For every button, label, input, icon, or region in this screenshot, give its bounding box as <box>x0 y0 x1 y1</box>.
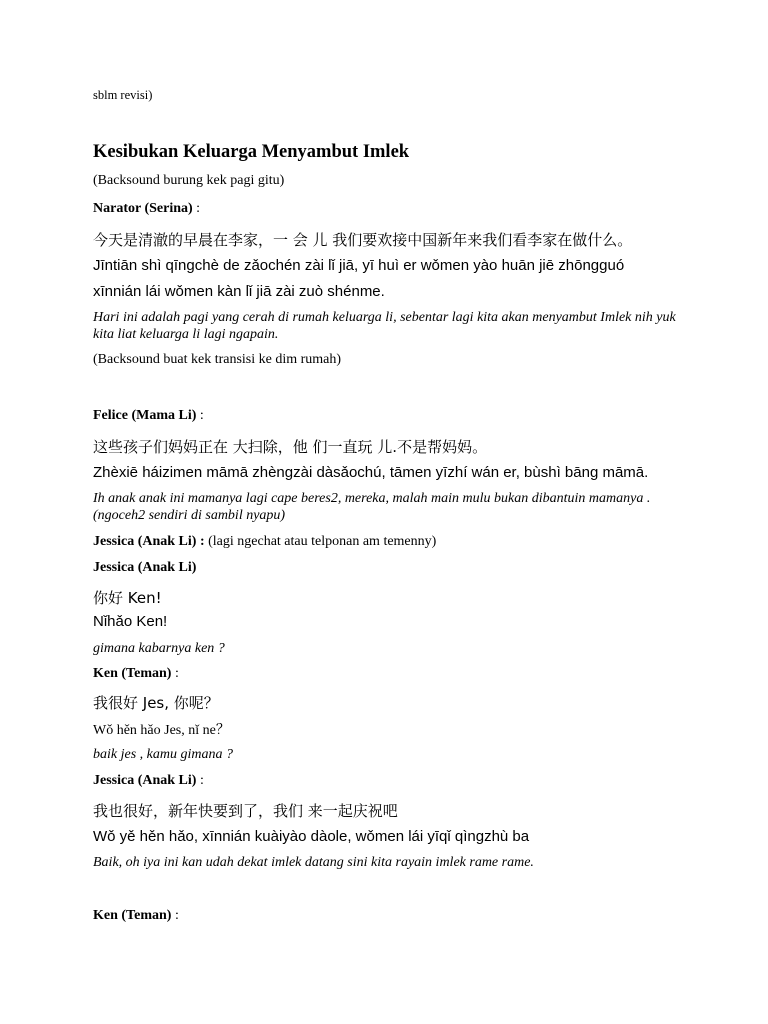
chinese-line: 我也很好，新年快要到了，我们 来一起庆祝吧 <box>93 802 398 820</box>
pinyin-line: Zhèxiē háizimen māmā zhèngzài dàsǎochú, tāmen yīzhí wán er, bùshì bāng māmā. <box>93 464 649 481</box>
header-note: sblm revisi) <box>93 88 153 102</box>
speaker-line <box>93 560 196 576</box>
chinese-line: 我很好 Jes, 你呢？ <box>93 694 219 712</box>
pinyin-line: xīnnián lái wǒmen kàn lǐ jiā zài zuò shénme. <box>93 283 385 300</box>
speaker-line <box>93 408 204 424</box>
pinyin-line: Nǐhǎo Ken! <box>93 613 168 630</box>
page-title: Kesibukan Keluarga Menyambut Imlek <box>93 142 410 162</box>
speaker-colon: : <box>171 666 179 681</box>
pinyin-line: Wǒ yě hěn hǎo, xīnnián kuàiyào dàole, wǒmen lái yīqǐ qìngzhù ba <box>93 828 530 845</box>
speaker-line <box>93 773 204 789</box>
chinese-line: 你好 Ken! <box>93 589 162 607</box>
pinyin-line: Wǒ hěn hǎo Jes, nǐ ne？ <box>93 723 230 738</box>
speaker-name: Jessica (Anak Li) <box>93 560 197 575</box>
pinyin-line: Jīntiān shì qīngchè de zǎochén zài lǐ jiā, yī huì er wǒmen yào huān jiē zhōngguó <box>93 257 625 274</box>
speaker-colon: : <box>171 908 179 923</box>
speaker-name: Narator (Serina) <box>93 201 193 216</box>
translation-line: Baik, oh iya ini kan udah dekat imlek datang sini kita rayain imlek rame rame. <box>93 855 534 870</box>
speaker-name: Jessica (Anak Li) <box>93 773 197 788</box>
translation-line: Ih anak anak ini mamanya lagi cape beres2, mereka, malah main mulu bukan dibantuin mamanya . (ngoceh2 sendiri di sambil nyapu) <box>93 491 651 523</box>
speaker-name: Felice (Mama Li) <box>93 408 197 423</box>
translation-line: baik jes , kamu gimana ? <box>93 747 233 762</box>
speaker-name: Jessica (Anak Li) : <box>93 534 205 549</box>
speaker-name: Ken (Teman) <box>93 908 172 923</box>
stage-note: (lagi ngechat atau telponan am temenny) <box>204 534 437 549</box>
speaker-colon: : <box>196 408 204 423</box>
translation-line: gimana kabarnya ken ? <box>93 641 225 656</box>
translation-line: Hari ini adalah pagi yang cerah di rumah keluarga li, sebentar lagi kita akan menyambut Imlek nih yuk kita liat keluarga li lagi ngapain. <box>93 310 676 342</box>
stage-direction: (Backsound burung kek pagi gitu) <box>93 173 285 188</box>
chinese-line: 这些孩子们妈妈正在 大扫除，他 们一直玩 儿.不是帮妈妈。 <box>93 438 488 456</box>
speaker-line <box>93 908 179 924</box>
speaker-colon: : <box>192 201 201 216</box>
speaker-name: Ken (Teman) <box>93 666 172 681</box>
speaker-line <box>93 534 436 550</box>
stage-direction: (Backsound buat kek transisi ke dim rumah) <box>93 352 342 367</box>
chinese-line: 今天是清澈的早晨在李家，一 会 儿 我们要欢接中国新年来我们看李家在做什么。 <box>93 231 633 249</box>
speaker-line <box>93 666 179 682</box>
speaker-colon: : <box>196 773 204 788</box>
speaker-line <box>93 201 200 217</box>
